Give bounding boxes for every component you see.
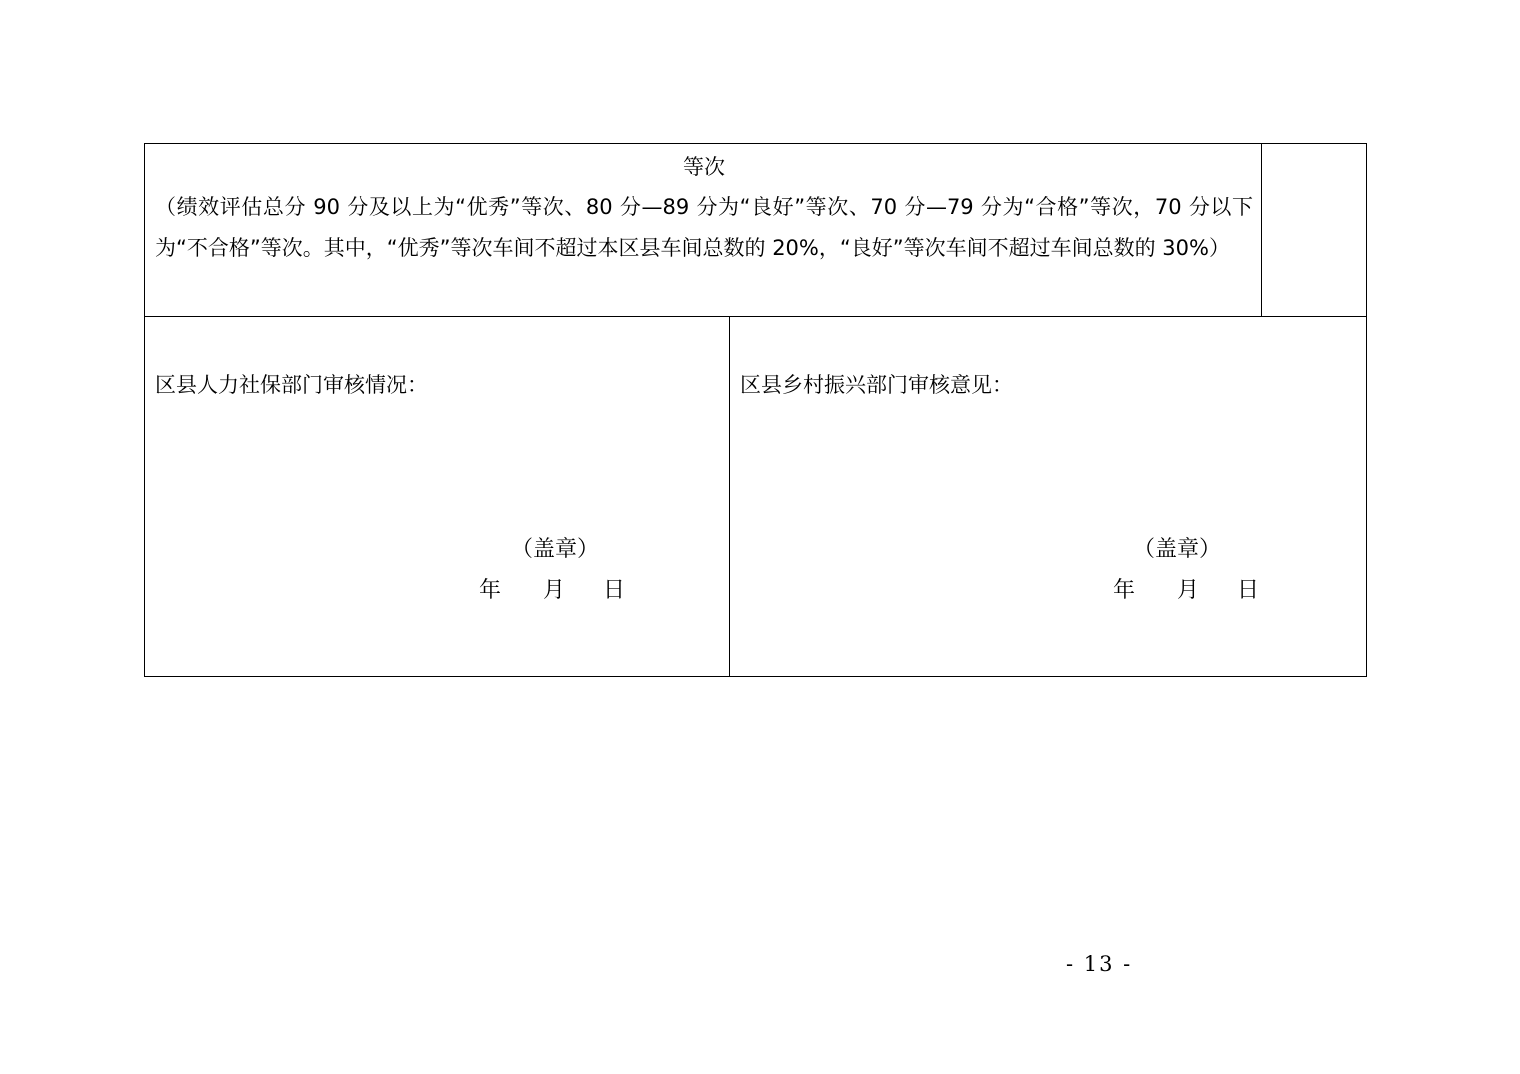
rural-date-day: 日 bbox=[1237, 578, 1260, 603]
rural-review-cell[interactable] bbox=[730, 317, 1367, 677]
grade-value-cell[interactable] bbox=[1262, 144, 1367, 317]
review-row bbox=[145, 317, 1367, 677]
grade-description: （绩效评估总分 90 分及以上为“优秀”等次、80 分—89 分为“良好”等次、70 分—79 分为“合格”等次，70 分以下为“不合格”等次。其中，“优秀”等次车间不超过本区县车间总数的 20%，“良好”等次车间不超过车间总数的 30%） bbox=[155, 195, 1253, 260]
hr-seal-label: （盖章） bbox=[511, 537, 600, 562]
rural-review-label: 区县乡村振兴部门审核意见： bbox=[740, 373, 1013, 397]
rural-date-line bbox=[1113, 573, 1259, 604]
hr-date-month: 月 bbox=[543, 578, 566, 603]
page-number: - 13 - bbox=[1066, 952, 1133, 976]
rural-seal-label: （盖章） bbox=[1133, 537, 1222, 562]
rural-date-year: 年 bbox=[1113, 578, 1136, 603]
hr-date-line bbox=[479, 573, 625, 604]
hr-review-label: 区县人力社保部门审核情况： bbox=[155, 373, 428, 397]
hr-date-year: 年 bbox=[479, 578, 502, 603]
grade-cell bbox=[145, 144, 1262, 317]
grade-title: 等次 bbox=[683, 155, 725, 179]
grade-row bbox=[145, 144, 1367, 317]
hr-review-cell[interactable] bbox=[145, 317, 730, 677]
hr-date-day: 日 bbox=[603, 578, 626, 603]
review-form-table bbox=[144, 143, 1367, 677]
rural-date-month: 月 bbox=[1177, 578, 1200, 603]
